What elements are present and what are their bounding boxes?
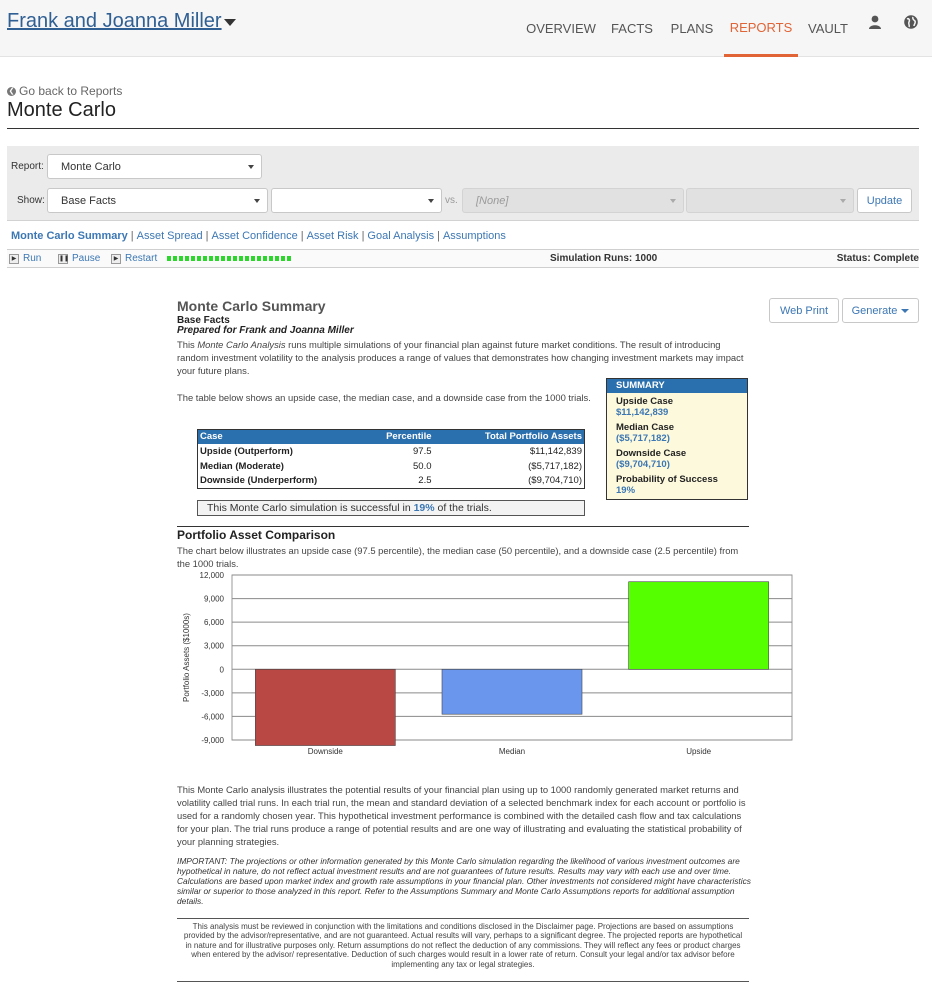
compare-secondary-select bbox=[686, 188, 854, 213]
summary-probability-value: 19% bbox=[616, 485, 636, 496]
nav-facts[interactable]: FACTS bbox=[611, 21, 653, 36]
x-tick-label: Upside bbox=[686, 747, 712, 756]
nav-overview[interactable]: OVERVIEW bbox=[526, 21, 596, 36]
success-text-after: of the trials. bbox=[434, 502, 492, 514]
subnav-asset-risk[interactable]: Asset Risk bbox=[306, 230, 359, 242]
summary-median-value: ($5,717,182) bbox=[616, 433, 670, 444]
subnav-monte-carlo-summary[interactable]: Monte Carlo Summary bbox=[11, 230, 128, 242]
pause-button[interactable] bbox=[58, 253, 100, 264]
x-tick-label: Downside bbox=[307, 747, 343, 756]
table-cell: 97.5 bbox=[413, 445, 432, 457]
table-header-row bbox=[198, 430, 585, 444]
subnav-asset-spread[interactable]: Asset Spread bbox=[136, 230, 203, 242]
play-icon: ▶ bbox=[9, 254, 19, 264]
table-cell: ($5,717,182) bbox=[528, 460, 582, 472]
report-label: Report: bbox=[11, 161, 44, 172]
table-header: Case bbox=[198, 430, 348, 444]
table-row bbox=[198, 474, 585, 489]
restart-icon: ▶ bbox=[111, 254, 121, 264]
report-title: Monte Carlo Summary bbox=[177, 298, 326, 314]
subnav-asset-confidence[interactable]: Asset Confidence bbox=[211, 230, 298, 242]
table-cell: Upside (Outperform) bbox=[200, 445, 293, 457]
intro-text-after: runs multiple simulations of your financial plan against future market conditions. The result of introducing random investment volatility to the analysis produces a range of values that demonstrates how changing investment markets may impact your future plans. bbox=[177, 339, 744, 376]
table-row bbox=[198, 459, 585, 474]
table-cell: Downside (Underperform) bbox=[200, 475, 318, 487]
summary-box bbox=[606, 378, 748, 500]
table-header: Percentile bbox=[348, 430, 434, 444]
report-select[interactable] bbox=[47, 154, 262, 179]
disclaimer-bottom-rule bbox=[177, 981, 749, 982]
y-tick-label: -6,000 bbox=[201, 712, 224, 722]
chevron-down-icon[interactable] bbox=[224, 19, 236, 26]
comparison-text: The chart below illustrates an upside case (97.5 percentile), the median case (50 percentile), and a downside case (2.5 percentile) from the 1000 trials. bbox=[177, 545, 739, 569]
client-name-link[interactable]: Frank and Joanna Miller bbox=[7, 10, 222, 32]
subnav-assumptions[interactable]: Assumptions bbox=[442, 230, 506, 242]
important-notice: IMPORTANT: The projections or other information generated by this Monte Carlo simulation regarding the likelihood of various investment outcomes are hypothetical in nature, do not reflect actual investment results and are not guarantees of future results. Results may vary with each use and over time. Calculations are based upon market index and growth rate assumptions in your financial plan. Other investments not considered might have characteristics similar or superior to those analyzed in this report. Refer to the Assumptions Summary and Monte Carlo Assumptions reports for additional assumption details. bbox=[177, 856, 751, 906]
success-percentage: 19% bbox=[413, 502, 435, 514]
generate-button-label: Generate bbox=[851, 304, 898, 317]
subnav-separator: | bbox=[130, 230, 134, 242]
y-tick-label: 9,000 bbox=[203, 594, 224, 604]
compare-select-value: [None] bbox=[476, 194, 509, 207]
top-nav-bar bbox=[0, 0, 932, 57]
pause-label: Pause bbox=[72, 253, 101, 264]
user-icon[interactable] bbox=[867, 14, 883, 30]
summary-upside-value: $11,142,839 bbox=[616, 407, 669, 418]
back-arrow-icon: ❮ bbox=[8, 87, 15, 95]
simulation-progress-bar bbox=[167, 256, 293, 261]
table-cell: 50.0 bbox=[413, 460, 432, 472]
subnav-goal-analysis[interactable]: Goal Analysis bbox=[367, 230, 435, 242]
summary-downside-value: ($9,704,710) bbox=[616, 459, 670, 470]
dropdown-arrow-icon bbox=[670, 199, 676, 203]
summary-heading: SUMMARY bbox=[607, 379, 747, 393]
vs-label: vs. bbox=[445, 195, 458, 206]
y-tick-label: 3,000 bbox=[203, 641, 224, 651]
bar-downside bbox=[255, 669, 395, 745]
restart-label: Restart bbox=[125, 253, 158, 264]
subnav-separator: | bbox=[205, 230, 209, 242]
caret-down-icon bbox=[901, 309, 909, 313]
report-controls-panel bbox=[7, 146, 919, 221]
cases-table bbox=[197, 429, 585, 489]
back-to-reports-link[interactable] bbox=[7, 84, 122, 98]
web-print-button[interactable]: Web Print bbox=[769, 298, 839, 323]
disclaimer-top-rule bbox=[177, 918, 749, 919]
nav-reports[interactable]: REPORTS bbox=[724, 0, 798, 57]
summary-upside-label: Upside Case bbox=[616, 396, 674, 407]
back-link-label: Go back to Reports bbox=[19, 84, 123, 98]
bar-median bbox=[442, 669, 582, 714]
y-tick-label: 0 bbox=[219, 665, 224, 675]
nav-vault[interactable]: VAULT bbox=[808, 21, 848, 36]
success-text-before: This Monte Carlo simulation is successful in bbox=[207, 502, 414, 514]
disclaimer-text: This analysis must be reviewed in conjunction with the limitations and conditions disclosed in the Disclaimer page. Projections are based on assumptions provided by the advisor/representative, and are not guaranteed. Actual results will vary, perhaps to a significant degree. The projected reports are hypothetical in nature and for illustrative purposes only. Return assumptions do not reflect the deduction of any commissions. They will reflect any fees or product charges when entered by the advisor/ representative. Deduction of such charges would result in a lower rate of return. Consult your legal and/or tax advisor before implementing any tax or legal strategies. bbox=[183, 922, 743, 969]
subnav-separator: | bbox=[300, 230, 304, 242]
y-tick-label: 12,000 bbox=[199, 571, 224, 580]
report-prepared-for: Prepared for Frank and Joanna Miller bbox=[177, 325, 354, 336]
show-secondary-select[interactable] bbox=[271, 188, 442, 213]
nav-plans[interactable]: PLANS bbox=[670, 21, 714, 36]
generate-button[interactable] bbox=[842, 298, 919, 323]
y-tick-label: -3,000 bbox=[201, 688, 224, 698]
intro-text-before: This bbox=[177, 339, 198, 350]
comparison-title: Portfolio Asset Comparison bbox=[177, 528, 336, 542]
section-divider bbox=[177, 526, 749, 527]
success-rate-box bbox=[197, 500, 585, 516]
show-label: Show: bbox=[17, 195, 45, 206]
portfolio-asset-chart bbox=[177, 568, 797, 764]
table-intro: The table below shows an upside case, the median case, and a downside case from the 1000 trials. bbox=[177, 392, 591, 403]
report-select-value: Monte Carlo bbox=[61, 160, 121, 173]
explanation-text: This Monte Carlo analysis illustrates the potential results of your financial plan using up to 1000 randomly generated market returns and volatility called trial runs. In each trial run, the mean and standard deviation of a selected benchmark index for each account or portfolio is used for a randomly chosen year. This hypothetical investment performance is combined with the detailed cash flow and tax calculations for your plan. The trial runs produce a range of potential results and are one way of illustrating and evaluating the statistical probability of your planning strategies. bbox=[177, 784, 746, 847]
compare-select bbox=[462, 188, 684, 213]
subnav-separator: | bbox=[437, 230, 440, 242]
bar-upside bbox=[629, 582, 769, 670]
subnav-separator: | bbox=[361, 230, 365, 242]
dropdown-arrow-icon bbox=[248, 165, 254, 169]
y-tick-label: -9,000 bbox=[201, 736, 224, 745]
update-button[interactable]: Update bbox=[857, 188, 912, 213]
table-row bbox=[198, 444, 585, 459]
dropdown-arrow-icon bbox=[428, 199, 434, 203]
page-title: Monte Carlo bbox=[7, 99, 116, 121]
y-axis-label: Portfolio Assets ($1000s) bbox=[182, 613, 191, 702]
summary-downside-label: Downside Case bbox=[616, 448, 687, 459]
pause-icon: ❚❚ bbox=[59, 255, 70, 262]
table-cell: Median (Moderate) bbox=[200, 460, 284, 472]
table-cell: 2.5 bbox=[418, 475, 432, 487]
show-select[interactable] bbox=[47, 188, 268, 213]
simulation-run-bar bbox=[7, 249, 919, 268]
report-subnav bbox=[11, 230, 506, 242]
run-label: Run bbox=[23, 253, 42, 264]
simulation-status: Status: Complete bbox=[836, 253, 919, 264]
summary-probability-label: Probability of Success bbox=[616, 474, 718, 485]
intro-text-italic: Monte Carlo Analysis bbox=[197, 339, 286, 350]
table-cell: $11,142,839 bbox=[529, 445, 582, 457]
dropdown-arrow-icon bbox=[254, 199, 260, 203]
dropdown-arrow-icon bbox=[840, 199, 846, 203]
show-select-value: Base Facts bbox=[61, 194, 117, 207]
table-cell: ($9,704,710) bbox=[528, 475, 582, 487]
x-tick-label: Median bbox=[498, 747, 526, 756]
report-intro bbox=[177, 338, 747, 377]
globe-icon[interactable] bbox=[903, 14, 919, 30]
simulation-runs-count: Simulation Runs: 1000 bbox=[550, 253, 658, 264]
summary-median-label: Median Case bbox=[616, 422, 675, 433]
title-divider bbox=[7, 128, 919, 129]
table-header: Total Portfolio Assets bbox=[434, 430, 585, 444]
run-button[interactable] bbox=[9, 253, 41, 264]
report-subtitle: Base Facts bbox=[177, 315, 230, 326]
restart-button[interactable] bbox=[111, 253, 157, 264]
y-tick-label: 6,000 bbox=[203, 618, 224, 628]
